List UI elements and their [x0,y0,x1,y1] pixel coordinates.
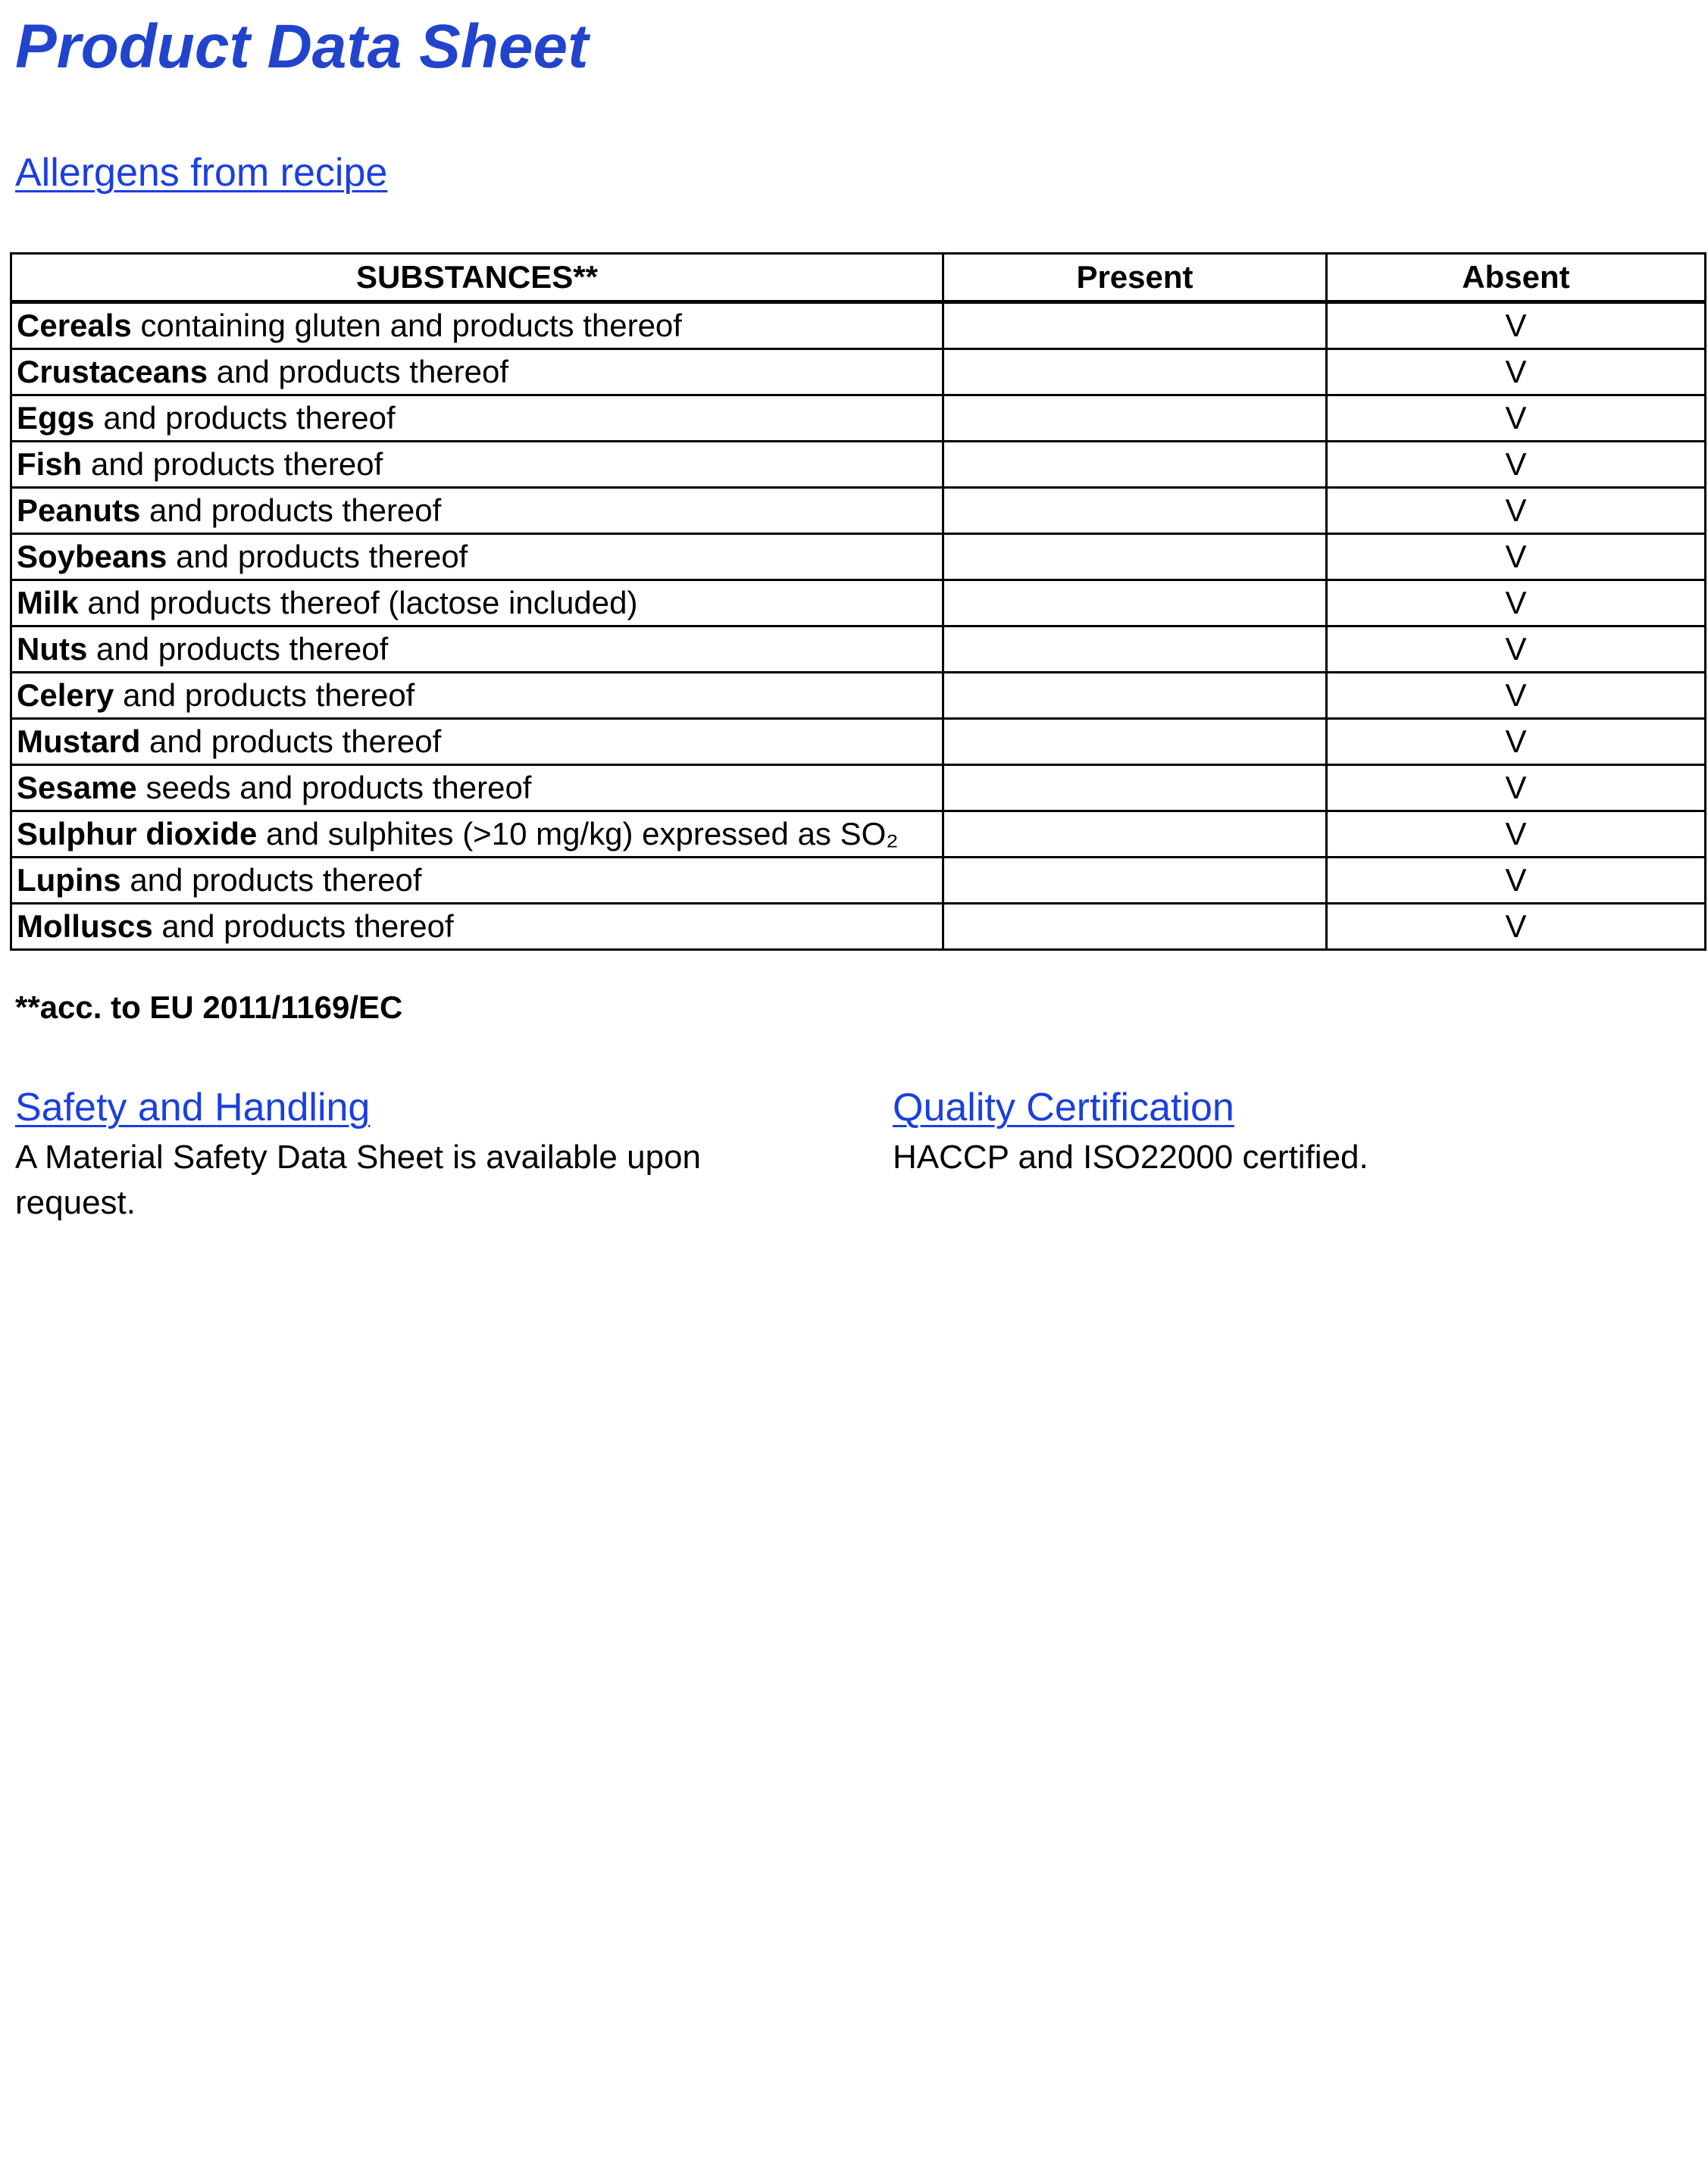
substance-cell [11,302,943,349]
present-cell [943,673,1327,719]
table-row [11,302,1706,349]
substance-name: Lupins [17,862,121,898]
quality-text: HACCP and ISO22000 certified. [893,1139,1369,1176]
substance-description: and products thereof [82,446,383,482]
present-cell [943,904,1327,950]
safety-heading-link[interactable]: Safety and Handling [15,1086,371,1129]
allergens-footnote: **acc. to EU 2011/1169/EC [15,989,403,1025]
safety-section [15,1083,818,1226]
substance-description: and products thereof [120,862,422,898]
absent-cell: V [1327,580,1706,626]
substance-cell [11,442,943,488]
absent-cell: V [1327,442,1706,488]
substance-name: Fish [17,446,83,482]
page-title: Product Data Sheet [15,12,589,81]
substance-name: Peanuts [17,492,141,528]
present-cell [943,858,1327,904]
substance-cell [11,673,943,719]
substance-description: seeds and products thereof [136,770,532,805]
quality-section [893,1083,1650,1180]
present-cell [943,534,1327,580]
absent-cell: V [1327,811,1706,858]
substance-cell [11,719,943,765]
substance-cell [11,534,943,580]
column-header-present: Present [943,254,1327,302]
present-cell [943,580,1327,626]
substance-name: Milk [17,585,79,620]
substance-description: and sulphites (>10 mg/kg) expressed as SO₂ [257,816,899,851]
substance-description: and products thereof [208,354,509,389]
substance-cell [11,488,943,534]
substance-name: Mustard [17,723,141,759]
substance-description: and products thereof [167,539,468,574]
table-row [11,626,1706,673]
substance-description: and products thereof [114,677,415,713]
substance-cell [11,626,943,673]
substance-description: and products thereof [152,908,454,944]
table-row [11,580,1706,626]
absent-cell: V [1327,858,1706,904]
absent-cell: V [1327,488,1706,534]
absent-cell: V [1327,626,1706,673]
present-cell [943,442,1327,488]
present-cell [943,719,1327,765]
substance-cell [11,858,943,904]
present-cell [943,349,1327,395]
absent-cell: V [1327,904,1706,950]
substance-description: and products thereof [140,723,442,759]
substance-name: Sulphur dioxide [17,816,258,851]
table-row [11,534,1706,580]
present-cell [943,626,1327,673]
table-row [11,858,1706,904]
quality-heading-link[interactable]: Quality Certification [893,1086,1234,1129]
present-cell [943,765,1327,811]
table-row [11,349,1706,395]
absent-cell: V [1327,349,1706,395]
allergens-table [10,252,1706,951]
substance-description: and products thereof (lactose included) [78,585,638,620]
absent-cell: V [1327,765,1706,811]
substance-description: containing gluten and products thereof [131,308,682,343]
absent-cell: V [1327,673,1706,719]
table-row [11,395,1706,442]
present-cell [943,302,1327,349]
substance-cell [11,811,943,858]
present-cell [943,488,1327,534]
substance-cell [11,765,943,811]
substance-name: Nuts [17,631,88,667]
substance-cell [11,395,943,442]
substance-name: Sesame [17,770,137,805]
absent-cell: V [1327,719,1706,765]
table-row [11,673,1706,719]
substance-name: Eggs [17,400,95,436]
substance-cell [11,904,943,950]
substance-description: and products thereof [94,400,396,436]
absent-cell: V [1327,302,1706,349]
present-cell [943,395,1327,442]
substance-description: and products thereof [87,631,389,667]
substance-name: Molluscs [17,908,153,944]
substance-cell [11,580,943,626]
table-row [11,488,1706,534]
table-row [11,811,1706,858]
absent-cell: V [1327,395,1706,442]
column-header-substances: SUBSTANCES** [11,254,943,302]
substance-cell [11,349,943,395]
column-header-absent: Absent [1327,254,1706,302]
safety-text: A Material Safety Data Sheet is available upon request. [15,1139,701,1221]
table-row [11,719,1706,765]
substance-name: Celery [17,677,114,713]
table-row [11,904,1706,950]
allergens-heading-link[interactable]: Allergens from recipe [15,151,388,195]
substance-name: Soybeans [17,539,167,574]
substance-name: Cereals [17,308,132,343]
table-row [11,442,1706,488]
table-row [11,765,1706,811]
substance-description: and products thereof [140,492,442,528]
absent-cell: V [1327,534,1706,580]
substance-name: Crustaceans [17,354,208,389]
allergens-table-body [11,302,1706,950]
table-header-row [11,254,1706,302]
present-cell [943,811,1327,858]
